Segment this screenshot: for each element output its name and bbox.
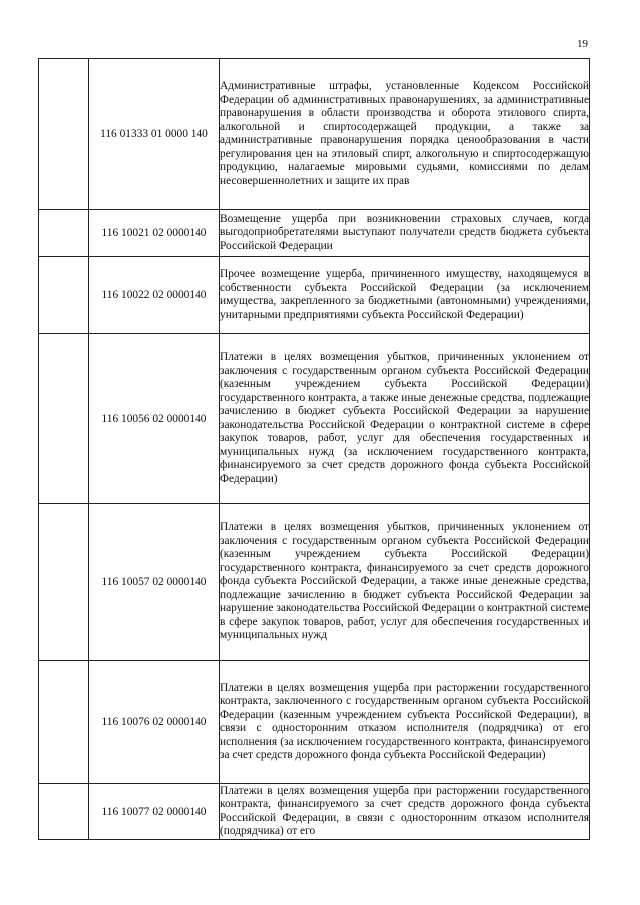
code-cell: 116 10076 02 0000140	[89, 661, 220, 784]
description-text: Возмещение ущерба при возникновении страховых случаев, когда выгодоприобретателями выступают получатели средств бюджета субъекта Российской Федерации	[220, 212, 589, 252]
description-cell	[220, 661, 590, 784]
description-text: Платежи в целях возмещения убытков, причиненных уклонением от заключения с государственным органом субъекта Российской Федерации (казенным учреждением субъекта Российской Федерации) государственного контракта, а также иные денежные средства, подлежащие зачислению в бюджет субъекта Российской Федерации за нарушение законодательства Российской Федерации о контрактной системе в сфере закупок товаров, работ, услуг для обеспечения государственных и муниципальных нужд (за исключением государственного контракта, финансируемого за счет средств дорожного фонда субъекта Российской Федерации)	[220, 351, 589, 485]
table-row	[39, 210, 590, 257]
empty-cell	[39, 210, 89, 257]
description-cell	[220, 504, 590, 661]
code-cell: 116 10022 02 0000140	[89, 257, 220, 334]
description-cell	[220, 257, 590, 334]
description-cell	[220, 59, 590, 210]
table-row	[39, 661, 590, 784]
page-number: 19	[577, 38, 588, 50]
table-row	[39, 784, 590, 840]
empty-cell	[39, 334, 89, 504]
code-cell: 116 10021 02 0000140	[89, 210, 220, 257]
description-cell	[220, 334, 590, 504]
description-text: Прочее возмещение ущерба, причиненного имуществу, находящемуся в собственности субъекта Российской Федерации (за исключением имущества, закрепленного за бюджетными (автономными) учреждениями, унитарными предприятиями субъекта Российской Федерации)	[220, 268, 589, 321]
description-text: Платежи в целях возмещения ущерба при расторжении государственного контракта, финансируемого за счет средств дорожного фонда субъекта Российской Федерации, в связи с односторонним отказом исполнителя (подрядчика) от его	[220, 784, 589, 837]
budget-classification-table	[38, 58, 590, 840]
table-row	[39, 59, 590, 210]
description-text: Платежи в целях возмещения ущерба при расторжении государственного контракта, заключенного с государственным органом субъекта Российской Федерации (казенным учреждением субъекта Российской Федерации), в связи с односторонним отказом исполнителя (подрядчика) от его исполнения (за исключением государственного контракта, финансируемого за счет средств дорожного фонда субъекта Российской Федерации)	[220, 681, 589, 761]
empty-cell	[39, 504, 89, 661]
empty-cell	[39, 257, 89, 334]
code-cell: 116 01333 01 0000 140	[89, 59, 220, 210]
table-row	[39, 257, 590, 334]
empty-cell	[39, 661, 89, 784]
description-cell	[220, 210, 590, 257]
code-cell: 116 10077 02 0000140	[89, 784, 220, 840]
code-cell: 116 10057 02 0000140	[89, 504, 220, 661]
code-cell: 116 10056 02 0000140	[89, 334, 220, 504]
description-text: Платежи в целях возмещения убытков, причиненных уклонением от заключения с государственным органом субъекта Российской Федерации (казенным учреждением субъекта Российской Федерации) государственного контракта, финансируемого за счет средств дорожного фонда субъекта Российской Федерации, а также иные денежные средства, подлежащие зачислению в бюджет субъекта Российской Федерации за нарушение законодательства Российской Федерации о контрактной системе в сфере закупок товаров, работ, услуг для обеспечения государственных и муниципальных нужд	[220, 521, 589, 642]
description-cell	[220, 784, 590, 840]
table-row	[39, 504, 590, 661]
empty-cell	[39, 784, 89, 840]
table-row	[39, 334, 590, 504]
empty-cell	[39, 59, 89, 210]
description-text: Административные штрафы, установленные Кодексом Российской Федерации об административных правонарушениях, за административные правонарушения в области производства и оборота этилового спирта, алкогольной и спиртосодержащей продукции, а также за административные правонарушения порядка ценообразования в части регулирования цен на этиловый спирт, алкогольную и спиртосодержащую продукцию, налагаемые мировыми судьями, комиссиями по делам несовершеннолетних и защите их прав	[220, 80, 589, 187]
